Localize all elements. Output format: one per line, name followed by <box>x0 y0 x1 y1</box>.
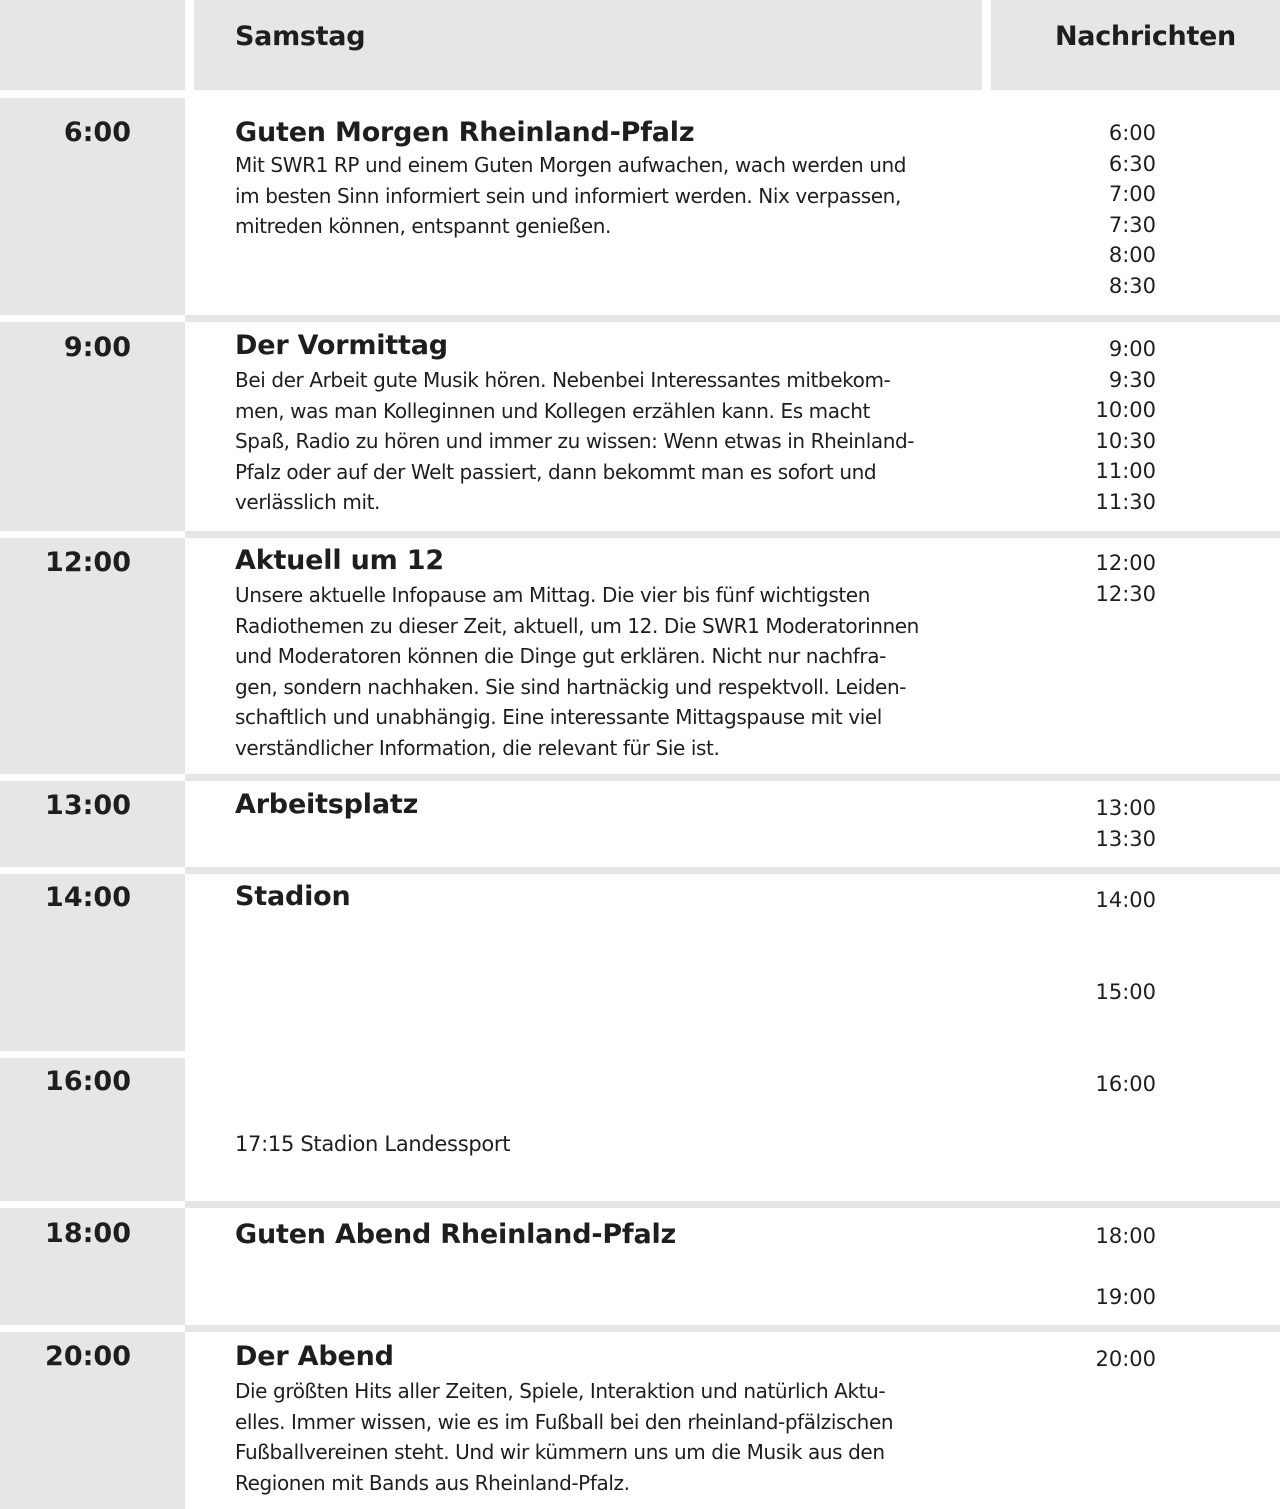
news-time: 12:30 <box>1095 581 1156 606</box>
program-description <box>235 580 975 764</box>
news-times <box>1095 334 1156 518</box>
row-divider <box>185 315 1280 322</box>
news-time: 10:30 <box>1095 428 1156 453</box>
row-divider <box>185 774 1280 781</box>
header-news-column <box>991 0 1280 90</box>
news-time: 8:00 <box>1108 243 1156 268</box>
program-title: Aktuell um 12 <box>235 545 444 576</box>
slot-time: 20:00 <box>45 1341 131 1372</box>
news-time: 11:30 <box>1095 489 1156 514</box>
row-divider <box>185 531 1280 538</box>
description-line: Mit SWR1 RP und einem Guten Morgen aufwachen, wach werden und <box>235 153 907 177</box>
news-times <box>1109 118 1156 302</box>
description-line: verständlicher Information, die relevant für Sie ist. <box>235 735 720 760</box>
news-time: 14:00 <box>1095 888 1156 912</box>
time-cell <box>0 874 185 1051</box>
news-time: 11:00 <box>1095 459 1156 484</box>
program-title: Der Vormittag <box>235 330 448 361</box>
description-line: gen, sondern nachhaken. Sie sind hartnäckig und respektvoll. Leiden- <box>235 674 907 699</box>
time-cell <box>0 538 185 774</box>
description-line: Bei der Arbeit gute Musik hören. Nebenbei Interessantes mitbekom- <box>235 368 891 392</box>
header-time-column <box>0 0 185 90</box>
news-times <box>1095 1344 1156 1375</box>
news-time: 18:00 <box>1095 1224 1156 1248</box>
row-divider <box>185 1325 1280 1332</box>
header-day-column <box>194 0 982 90</box>
time-cell <box>0 1208 185 1325</box>
time-cell <box>0 1058 185 1201</box>
news-time: 16:00 <box>1095 1072 1156 1096</box>
program-title: Guten Morgen Rheinland-Pfalz <box>235 117 695 148</box>
program-description <box>235 150 975 242</box>
news-time: 7:30 <box>1108 212 1156 237</box>
description-line: verlässlich mit. <box>235 490 380 515</box>
news-time: 6:00 <box>1108 121 1156 145</box>
slot-time: 9:00 <box>63 332 131 363</box>
news-time: 20:00 <box>1095 1347 1156 1371</box>
program-title: Stadion <box>235 881 351 912</box>
slot-time: 16:00 <box>45 1066 131 1097</box>
news-time: 9:30 <box>1108 367 1156 392</box>
description-line: schaftlich und unabhängig. Eine interessante Mittagspause mit viel <box>235 705 882 730</box>
description-line: und Moderatoren können die Dinge gut erklären. Nicht nur nachfra- <box>235 644 886 669</box>
program-description <box>235 365 975 518</box>
description-line: Regionen mit Bands aus Rheinland-Pfalz. <box>235 1470 630 1495</box>
news-time: 8:30 <box>1108 273 1156 298</box>
time-cell <box>0 322 185 531</box>
slot-time: 6:00 <box>63 117 131 148</box>
description-line: elles. Immer wissen, wie es im Fußball bei den rheinland-pfälzischen <box>235 1409 894 1434</box>
day-heading: Samstag <box>235 21 366 52</box>
description-line: mitreden können, entspannt genießen. <box>235 214 611 239</box>
news-time: 12:00 <box>1095 551 1156 575</box>
program-title: Arbeitsplatz <box>235 789 419 820</box>
description-line: Spaß, Radio zu hören und immer zu wissen: Wenn etwas in Rheinland- <box>235 429 915 454</box>
row-divider <box>185 867 1280 874</box>
news-time: 7:00 <box>1108 182 1156 207</box>
description-line: Pfalz oder auf der Welt passiert, dann bekommt man es sofort und <box>235 459 877 484</box>
news-times <box>1095 1282 1156 1313</box>
news-times <box>1095 793 1156 854</box>
news-heading: Nachrichten <box>1055 21 1236 52</box>
description-line: Fußballvereinen steht. Und wir kümmern uns um die Musik aus den <box>235 1440 885 1465</box>
news-times <box>1095 1221 1156 1252</box>
description-line: Die größten Hits aller Zeiten, Spiele, Interaktion und natürlich Aktu- <box>235 1379 886 1403</box>
news-times <box>1095 885 1156 916</box>
program-note: 17:15 Stadion Landessport <box>235 1132 511 1156</box>
program-title: Guten Abend Rheinland-Pfalz <box>235 1219 677 1250</box>
news-times <box>1095 548 1156 609</box>
program-description <box>235 1376 975 1498</box>
time-cell <box>0 781 185 867</box>
news-time: 10:00 <box>1095 398 1156 423</box>
slot-time: 18:00 <box>45 1218 131 1249</box>
news-time: 6:30 <box>1108 151 1156 176</box>
news-times <box>1095 1069 1156 1100</box>
time-cell <box>0 98 185 315</box>
description-line: Radiothemen zu dieser Zeit, aktuell, um 12. Die SWR1 Moderatorinnen <box>235 613 919 638</box>
news-time: 19:00 <box>1095 1285 1156 1309</box>
row-divider <box>185 1201 1280 1208</box>
slot-time: 14:00 <box>45 882 131 913</box>
time-cell <box>0 1332 185 1509</box>
description-line: men, was man Kolleginnen und Kollegen erzählen kann. Es macht <box>235 398 870 423</box>
description-line: im besten Sinn informiert sein und informiert werden. Nix verpassen, <box>235 183 901 208</box>
program-title: Der Abend <box>235 1341 394 1372</box>
news-time: 9:00 <box>1108 337 1156 361</box>
news-time: 15:00 <box>1095 980 1156 1004</box>
description-line: Unsere aktuelle Infopause am Mittag. Die vier bis fünf wichtigsten <box>235 583 870 607</box>
news-time: 13:00 <box>1095 796 1156 820</box>
slot-time: 12:00 <box>45 547 131 578</box>
news-times <box>1095 977 1156 1008</box>
slot-time: 13:00 <box>45 790 131 821</box>
news-time: 13:30 <box>1095 826 1156 851</box>
